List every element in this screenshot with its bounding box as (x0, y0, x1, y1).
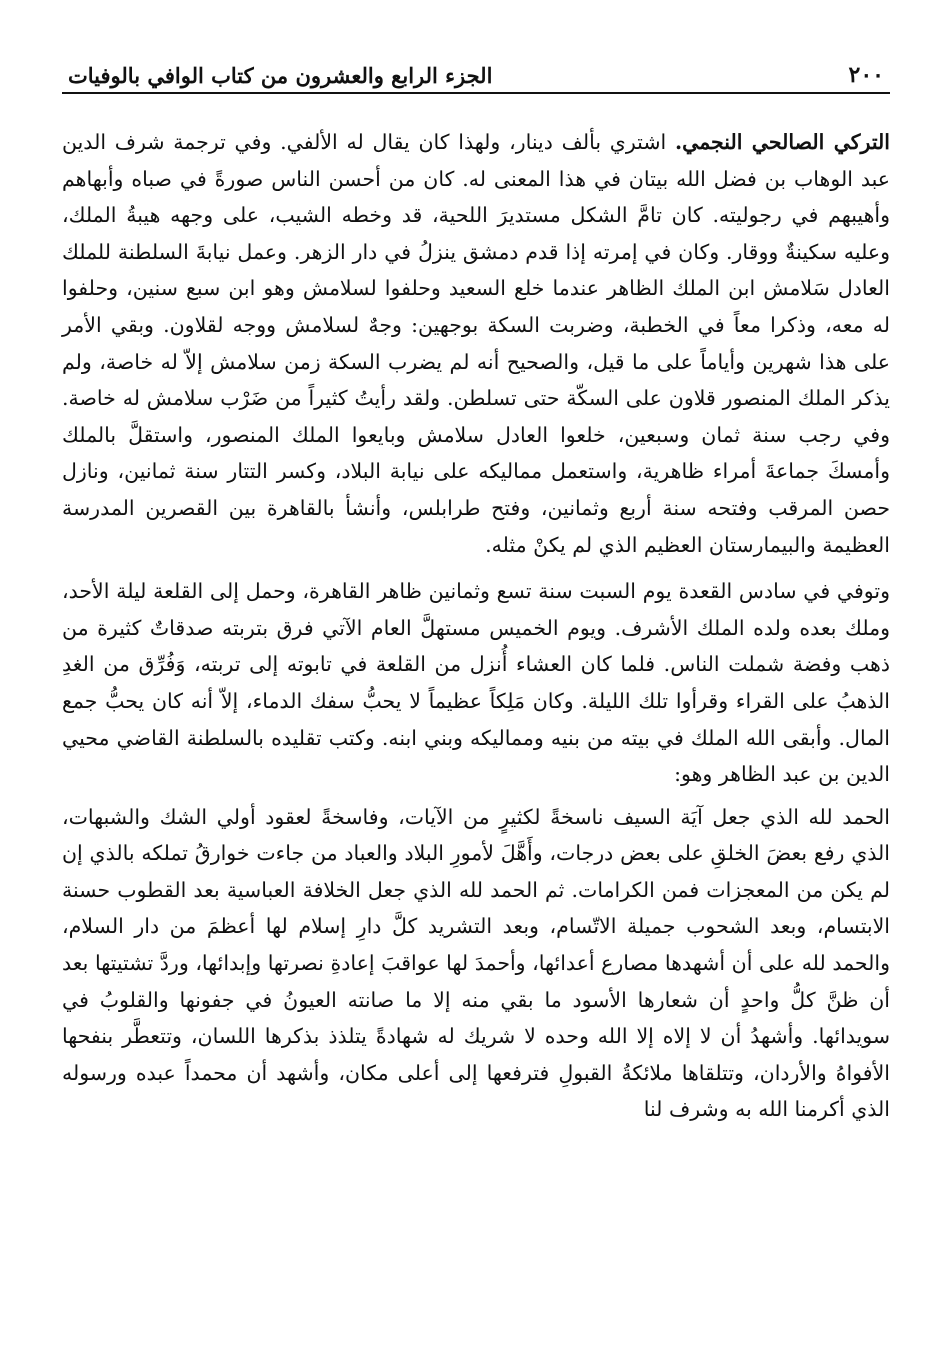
paragraph-1 (62, 124, 890, 563)
paragraph-1-text: اشتري بألف دينار، ولهذا كان يقال له الألفي. وفي ترجمة شرف الدين عبد الوهاب بن فضل الله بيتان في هذا المعنى له. كان من أحسن الناس صورةً في صباه وأبهاهم وأهيبهم في رجوليته. كان تامَّ الشكل مستديرَ اللحية، قد وخطه الشيب، على وجهه هيبةُ الملك، وعليه سكينةٌ ووقار. وكان في إمرته إذا قدم دمشق ينزلُ في دار الزهر. وعمل نيابةَ السلطنة للملك العادل سَلامش ابن الملك الظاهر عندما خلع السعيد وحلفوا لسلامش وهو ابن سبع سنين، وحلفوا له معه، وذكرا معاً في الخطبة، وضربت السكة بوجهين: وجهٌ لسلامش ووجه لقلاون. وبقي الأمر على هذا شهرين وأياماً على ما قيل، والصحيح أنه لم يضرب السكة زمن سلامش إلاّ له خاصة، ولم يذكر الملك المنصور قلاون على السكّة حتى تسلطن. ولقد رأيتُ كثيراً من ضَرْب سلامش له خاصة. وفي رجب سنة ثمان وسبعين، خلعوا العادل سلامش وبايعوا الملك المنصور، واستقلَّ بالملك وأمسكَ جماعةَ أمراء ظاهرية، واستعمل مماليكه على نيابة البلاد، وكسر التتار سنة ثمانين، ونازل حصن المرقب وفتحه سنة أربع وثمانين، وفتح طرابلس، وأنشأ بالقاهرة بين القصرين المدرسة العظيمة والبيمارستان العظيم الذي لم يكنْ مثله. (62, 130, 890, 557)
paragraph-3-text: الحمد لله الذي جعل آيَة السيف ناسخةً لكثيرٍ من الآيات، وفاسخةً لعقود أولي الشك والشبهات، الذي رفع بعضَ الخلقِ على بعض درجات، وأَهَّلَ لأمورِ البلاد والعباد من جاءت خوارقُ تملكه بالذي إن لم يكن من المعجزات فمن الكرامات. ثم الحمد لله الذي جعل الخلافة العباسية بعد القطوب حسنة الابتسام، وبعد الشحوب جميلة الاتّسام، وبعد التشريد كلَّ دارِ إسلام لها أعظمَ من دار السلام، والحمد لله على أن أشهدها مصارع أعدائها، وأحمدَ لها عواقبَ إعادةِ نصرتها وإبدائها، وردَّ تشتيتها بعد أن ظنَّ كلُّ واحدٍ أن شعارها الأسود ما بقي منه إلا ما صانته العيونُ في جفونها والقلوبُ في سويدائها. وأشهدُ أن لا إلاه إلا الله وحده لا شريك له شهادةً يتلذذ بذكرها اللسان، وتتعطَّر بنفحها الأفواهُ والأردان، وتتلقاها ملائكةُ القبولِ فترفعها إلى أعلى مكان، وأشهد أن محمداً عبده ورسوله الذي أكرمنا الله به وشرف لنا (62, 804, 890, 1122)
page-header (62, 58, 890, 94)
body-text (62, 124, 890, 1128)
paragraph-1-lead: التركي الصالحي النجمي. (674, 130, 890, 154)
running-title: الجزء الرابع والعشرون من كتاب الوافي بالوفيات (68, 63, 493, 88)
paragraph-3 (62, 799, 890, 1128)
page-number: ٢٠٠ (848, 62, 884, 88)
paragraph-2-text: وتوفي في سادس القعدة يوم السبت سنة تسع وثمانين ظاهر القاهرة، وحمل إلى القلعة ليلة الأحد، وملك بعده ولده الملك الأشرف. ويوم الخميس مستهلَّ العام الآتي فرق بتربته صدقاتٌ كثيرة من ذهب وفضة شملت الناس. فلما كان العشاء أُنزل من القلعة في تابوته إلى تربته، وَفُرِّق من الغدِ الذهبُ على القراء وقرأوا تلك الليلة. وكان مَلِكاً عظيماً لا يحبُّ سفك الدماء، إلاّ أنه كان يحبُّ جمع المال. وأبقى الله الملك في بيته من بنيه ومماليكه وبني ابنه. وكتب تقليده بالسلطنة القاضي محيي الدين بن عبد الظاهر وهو: (62, 579, 890, 787)
paragraph-2 (62, 573, 890, 793)
book-page (62, 58, 890, 1128)
